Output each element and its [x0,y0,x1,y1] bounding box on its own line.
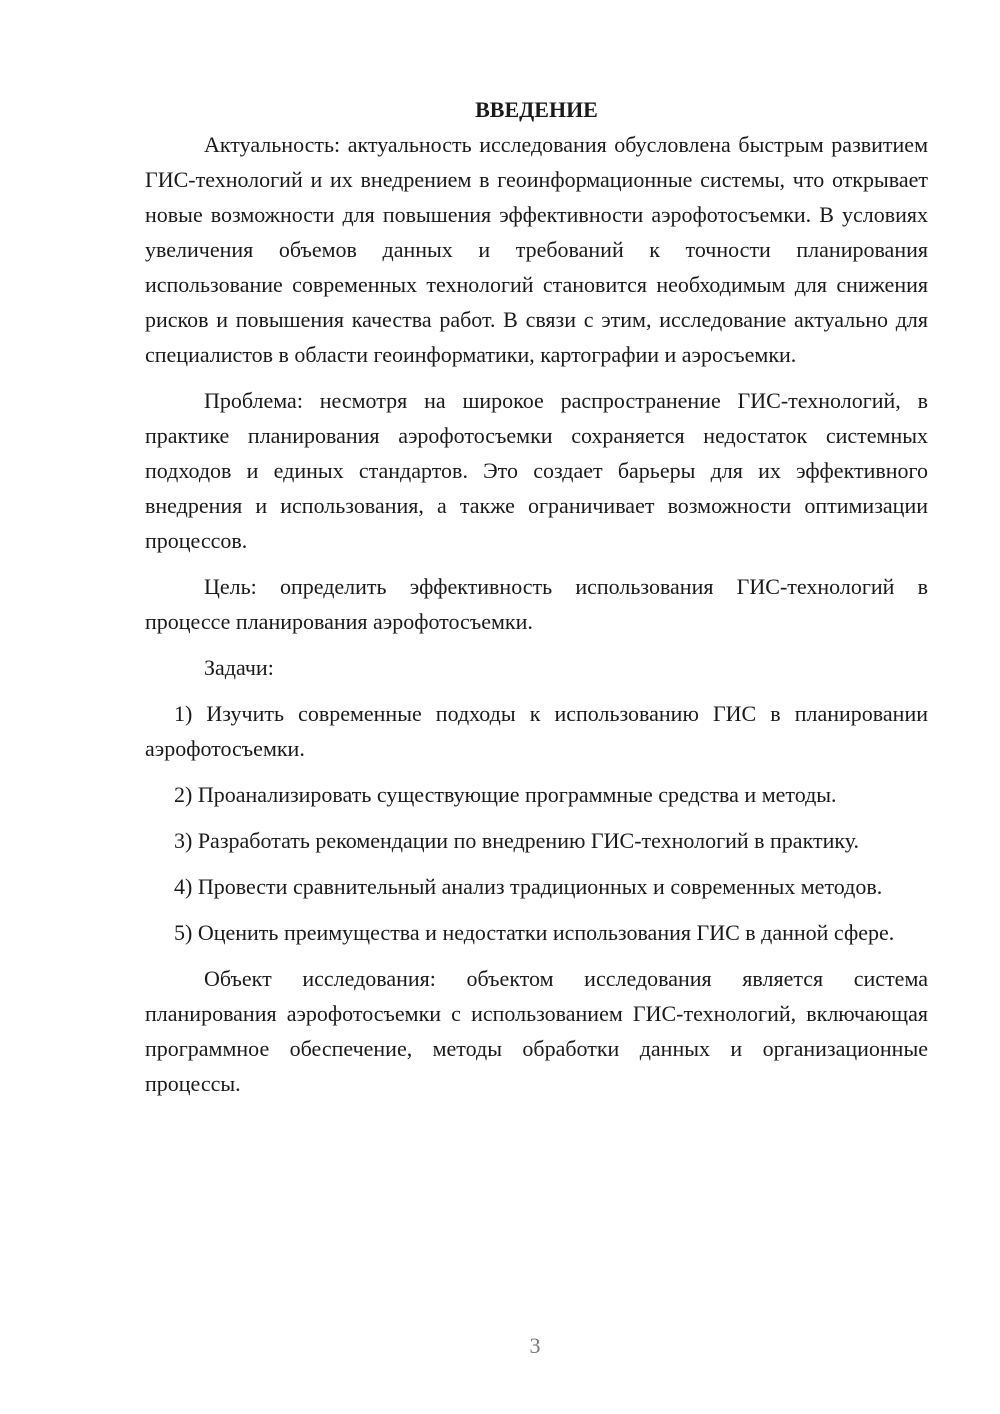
page-title: ВВЕДЕНИЕ [475,97,598,122]
task-item-3: 3) Разработать рекомендации по внедрению ГИС-технологий в практику. [174,828,860,853]
goal-paragraph: Цель: определить эффективность использования ГИС-технологий в процессе планирования аэрофотосъемки. [145,574,928,634]
relevance-paragraph: Актуальность: актуальность исследования обусловлена быстрым развитием ГИС-технологий и их внедрением в геоинформационные системы, что открывает новые возможности для повышения эффективности аэрофотосъемки. В условиях увеличения объемов данных и требований к точности планирования использование современных технологий становится необходимым для снижения рисков и повышения качества работ. В связи с этим, исследование актуально для специалистов в области геоинформатики, картографии и аэросъемки. [145,132,928,367]
page-number: 3 [529,1333,541,1358]
object-paragraph: Объект исследования: объектом исследования является система планирования аэрофотосъемки с использованием ГИС-технологий, включающая программное обеспечение, методы обработки данных и организационные процессы. [145,966,928,1096]
tasks-label: Задачи: [204,655,274,680]
task-item-2: 2) Проанализировать существующие программные средства и методы. [174,782,837,807]
problem-paragraph: Проблема: несмотря на широкое распространение ГИС-технологий, в практике планирования аэрофотосъемки сохраняется недостаток системных подходов и единых стандартов. Это создает барьеры для их эффективного внедрения и использования, а также ограничивает возможности оптимизации процессов. [145,388,928,553]
task-item-1: 1) Изучить современные подходы к использованию ГИС в планировании аэрофотосъемки. [145,701,928,761]
task-item-5: 5) Оценить преимущества и недостатки использования ГИС в данной сфере. [174,920,895,945]
document-body [145,92,928,1101]
task-item-4: 4) Провести сравнительный анализ традиционных и современных методов. [174,874,883,899]
